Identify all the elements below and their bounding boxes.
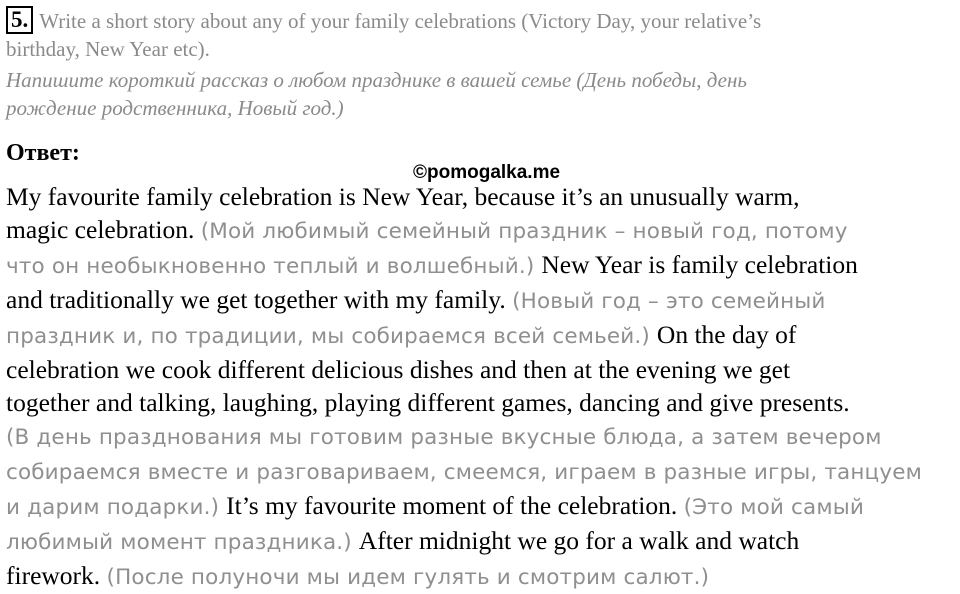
- answer-line: [6, 454, 956, 489]
- answer-english-text: celebration we cook different delicious dishes and then at the evening we get: [6, 355, 791, 384]
- answer-english-text: magic celebration.: [6, 215, 201, 244]
- answer-english-text: together and talking, laughing, playing different games, dancing and give presents.: [6, 388, 850, 417]
- answer-russian-translation: собираемся вместе и разговариваем, смеемся, играем в разные игры, танцуем: [6, 460, 922, 485]
- task-instruction-ru-line-2: рождение родственника, Новый год.): [6, 96, 344, 120]
- answer-russian-translation: (Это мой самый: [683, 495, 864, 520]
- answer-line: [6, 248, 956, 283]
- answer-text: [6, 180, 956, 594]
- answer-english-text: After midnight we go for a walk and watch: [358, 526, 800, 555]
- task-instruction-en-line-2: birthday, New Year etc).: [6, 37, 210, 61]
- answer-russian-translation: (После полуночи мы идем гулять и смотрим салют.): [106, 565, 710, 590]
- task-instruction-ru-line-1: Напишите короткий рассказ о любом празднике в вашей семье (День победы, день: [6, 68, 747, 92]
- answer-russian-translation: (Мой любимый семейный праздник – новый год, потому: [200, 219, 848, 244]
- answer-line: [6, 489, 956, 524]
- task-instruction-english: [6, 6, 956, 63]
- answer-line: [6, 213, 956, 248]
- answer-russian-translation: что он необыкновенно теплый и волшебный.): [6, 254, 542, 279]
- answer-russian-translation: (Новый год – это семейный: [512, 289, 826, 314]
- answer-line: [6, 386, 956, 419]
- answer-line: [6, 524, 956, 559]
- answer-english-text: On the day of: [656, 320, 797, 349]
- answer-russian-translation: и дарим подарки.): [6, 495, 227, 520]
- answer-russian-translation: праздник и, по традиции, мы собираемся всей семьей.): [6, 324, 657, 349]
- answer-russian-translation: (В день празднования мы готовим разные вкусные блюда, а затем вечером: [6, 425, 882, 450]
- site-watermark: ©pomogalka.me: [413, 162, 561, 183]
- answer-line: [6, 559, 956, 594]
- answer-line: [6, 419, 956, 454]
- answer-line: [6, 318, 956, 353]
- answer-english-text: firework.: [6, 561, 107, 590]
- answer-english-text: It’s my favourite moment of the celebration.: [226, 491, 684, 520]
- answer-line: [6, 283, 956, 318]
- answer-line: [6, 180, 956, 213]
- task-instruction-en-line-1: Write a short story about any of your family celebrations (Victory Day, your relative’s: [39, 9, 762, 33]
- task-instruction-russian: [6, 66, 956, 122]
- answer-english-text: New Year is family celebration: [541, 250, 858, 279]
- answer-english-text: and traditionally we get together with my family.: [6, 285, 513, 314]
- task-number-box: 5.: [6, 6, 33, 34]
- answer-russian-translation: любимый момент праздника.): [6, 530, 359, 555]
- answer-line: [6, 353, 956, 386]
- answer-english-text: My favourite family celebration is New Year, because it’s an unusually warm,: [6, 182, 800, 211]
- answer-label: Ответ:: [6, 140, 80, 166]
